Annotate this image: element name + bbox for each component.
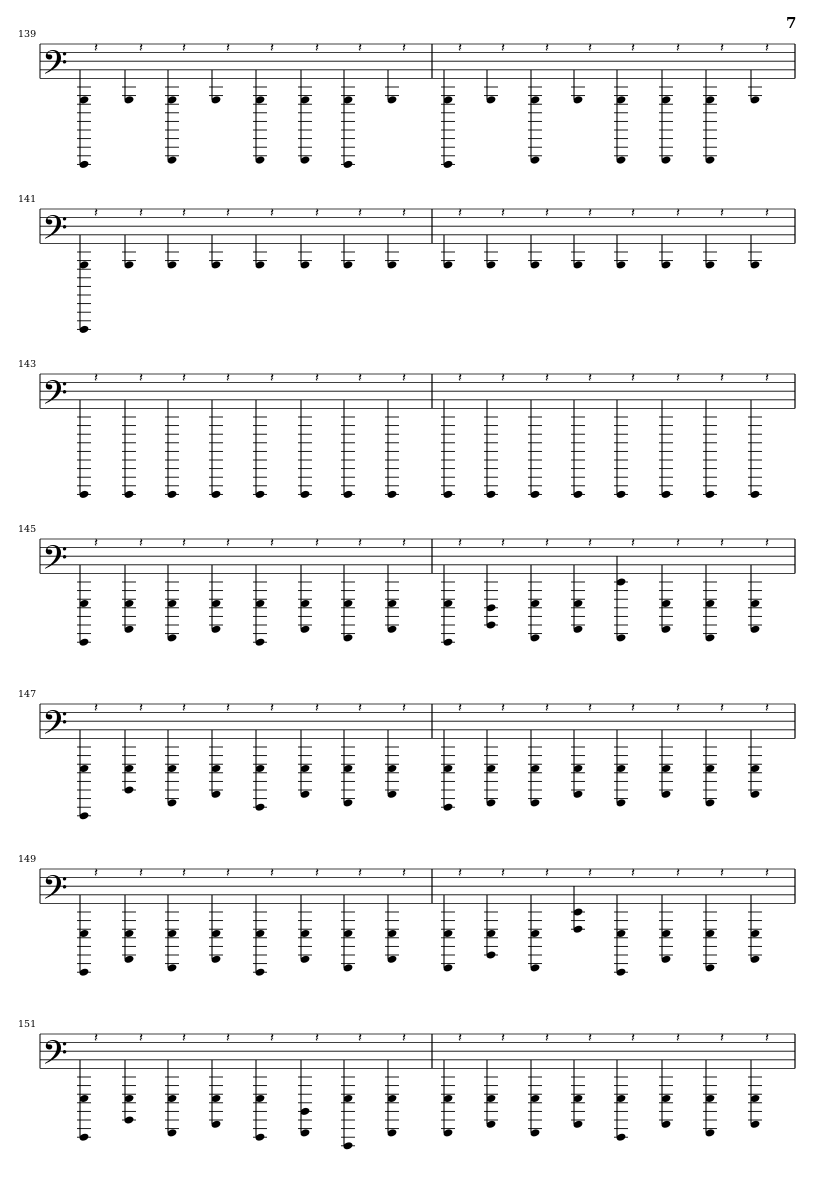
note-chord <box>209 1031 230 1129</box>
note-chord <box>571 371 592 499</box>
note-chord <box>341 1031 362 1150</box>
rest-icon: 𝄽 <box>720 41 724 56</box>
note-chord <box>253 536 274 647</box>
rest-icon: 𝄽 <box>182 1031 186 1046</box>
rest-icon: 𝄽 <box>270 866 274 881</box>
staff-system <box>18 689 795 820</box>
rest-icon: 𝄽 <box>545 536 549 551</box>
measure-number: 139 <box>18 29 37 40</box>
measure-number: 141 <box>18 194 37 205</box>
note-chord <box>703 1031 724 1138</box>
note-chord <box>528 866 549 973</box>
rest-icon: 𝄽 <box>358 866 362 881</box>
note-chord <box>528 701 549 808</box>
note-chord <box>571 536 592 634</box>
note-chord <box>298 371 319 499</box>
rest-icon: 𝄽 <box>720 701 724 716</box>
bass-clef-icon: 𝄢 <box>42 374 68 421</box>
rest-icon: 𝄽 <box>631 1031 635 1046</box>
note-chord <box>122 1031 143 1125</box>
rest-icon: 𝄽 <box>315 701 319 716</box>
note-chord <box>253 1031 274 1142</box>
note-chord <box>659 41 680 165</box>
rest-icon: 𝄽 <box>139 1031 143 1046</box>
page-number: 7 <box>786 14 797 32</box>
rest-icon: 𝄽 <box>402 206 406 221</box>
staff-system <box>18 1019 795 1150</box>
note-chord <box>484 41 505 105</box>
note-chord <box>703 866 724 973</box>
rest-icon: 𝄽 <box>402 701 406 716</box>
rest-icon: 𝄽 <box>270 536 274 551</box>
rest-icon: 𝄽 <box>182 41 186 56</box>
rest-icon: 𝄽 <box>226 206 230 221</box>
note-chord <box>528 536 549 643</box>
note-chord <box>441 1031 462 1138</box>
rest-icon: 𝄽 <box>765 701 769 716</box>
rest-icon: 𝄽 <box>139 536 143 551</box>
rest-icon: 𝄽 <box>315 371 319 386</box>
bass-clef-icon: 𝄢 <box>42 1034 68 1081</box>
rest-icon: 𝄽 <box>458 371 462 386</box>
note-chord <box>528 1031 549 1138</box>
note-chord <box>441 206 462 270</box>
measure-number: 151 <box>18 1019 37 1030</box>
rest-icon: 𝄽 <box>588 536 592 551</box>
note-chord <box>209 536 230 634</box>
note-chord <box>441 41 462 169</box>
rest-icon: 𝄽 <box>458 866 462 881</box>
rest-icon: 𝄽 <box>765 866 769 881</box>
note-chord <box>165 371 186 499</box>
note-chord <box>571 206 592 270</box>
rest-icon: 𝄽 <box>358 41 362 56</box>
note-chord <box>209 206 230 270</box>
rest-icon: 𝄽 <box>458 701 462 716</box>
rest-icon: 𝄽 <box>270 41 274 56</box>
rest-icon: 𝄽 <box>94 536 98 551</box>
rest-icon: 𝄽 <box>765 41 769 56</box>
rest-icon: 𝄽 <box>315 536 319 551</box>
note-chord <box>341 206 362 270</box>
note-chord <box>571 41 592 105</box>
rest-icon: 𝄽 <box>182 866 186 881</box>
rest-icon: 𝄽 <box>501 866 505 881</box>
note-chord <box>571 866 592 934</box>
note-chord <box>614 371 635 499</box>
note-chord <box>122 371 143 499</box>
note-chord <box>209 41 230 105</box>
note-chord <box>571 1031 592 1129</box>
rest-icon: 𝄽 <box>631 41 635 56</box>
rest-icon: 𝄽 <box>94 206 98 221</box>
note-chord <box>659 206 680 270</box>
rest-icon: 𝄽 <box>676 1031 680 1046</box>
rest-icon: 𝄽 <box>588 701 592 716</box>
bass-clef-icon: 𝄢 <box>42 869 68 916</box>
rest-icon: 𝄽 <box>501 536 505 551</box>
rest-icon: 𝄽 <box>402 41 406 56</box>
rest-icon: 𝄽 <box>315 866 319 881</box>
rest-icon: 𝄽 <box>358 536 362 551</box>
rest-icon: 𝄽 <box>631 701 635 716</box>
rest-icon: 𝄽 <box>458 206 462 221</box>
note-chord <box>484 371 505 499</box>
note-chord <box>659 536 680 634</box>
rest-icon: 𝄽 <box>720 371 724 386</box>
rest-icon: 𝄽 <box>226 536 230 551</box>
note-chord <box>441 701 462 812</box>
rest-icon: 𝄽 <box>501 1031 505 1046</box>
note-chord <box>703 41 724 165</box>
note-chord <box>298 536 319 634</box>
note-chord <box>703 701 724 808</box>
bass-clef-icon: 𝄢 <box>42 539 68 586</box>
rest-icon: 𝄽 <box>588 866 592 881</box>
rest-icon: 𝄽 <box>720 866 724 881</box>
measure-number: 149 <box>18 854 37 865</box>
note-chord <box>703 371 724 499</box>
rest-icon: 𝄽 <box>501 371 505 386</box>
rest-icon: 𝄽 <box>545 1031 549 1046</box>
note-chord <box>77 701 98 820</box>
rest-icon: 𝄽 <box>765 1031 769 1046</box>
note-chord <box>209 701 230 799</box>
rest-icon: 𝄽 <box>588 1031 592 1046</box>
rest-icon: 𝄽 <box>182 371 186 386</box>
rest-icon: 𝄽 <box>676 866 680 881</box>
rest-icon: 𝄽 <box>139 206 143 221</box>
rest-icon: 𝄽 <box>458 536 462 551</box>
note-chord <box>748 1031 769 1129</box>
bass-clef-icon: 𝄢 <box>42 704 68 751</box>
note-chord <box>341 866 362 973</box>
rest-icon: 𝄽 <box>182 701 186 716</box>
note-chord <box>209 371 230 499</box>
note-chord <box>209 866 230 964</box>
staff-system <box>18 359 795 499</box>
rest-icon: 𝄽 <box>765 371 769 386</box>
note-chord <box>528 206 549 270</box>
note-chord <box>341 41 362 169</box>
note-chord <box>122 701 143 795</box>
note-chord <box>122 206 143 270</box>
rest-icon: 𝄽 <box>139 41 143 56</box>
rest-icon: 𝄽 <box>676 41 680 56</box>
note-chord <box>441 536 462 647</box>
rest-icon: 𝄽 <box>139 371 143 386</box>
note-chord <box>703 206 724 270</box>
note-chord <box>614 206 635 270</box>
note-chord <box>385 536 406 634</box>
rest-icon: 𝄽 <box>765 536 769 551</box>
note-chord <box>165 866 186 973</box>
note-chord <box>748 536 769 634</box>
rest-icon: 𝄽 <box>270 371 274 386</box>
rest-icon: 𝄽 <box>402 536 406 551</box>
rest-icon: 𝄽 <box>94 866 98 881</box>
note-chord <box>614 701 635 808</box>
rest-icon: 𝄽 <box>676 701 680 716</box>
rest-icon: 𝄽 <box>94 1031 98 1046</box>
staff-system <box>18 854 795 977</box>
rest-icon: 𝄽 <box>458 1031 462 1046</box>
staff-system <box>18 524 795 647</box>
rest-icon: 𝄽 <box>226 41 230 56</box>
note-chord <box>614 41 635 165</box>
note-chord <box>298 206 319 270</box>
note-chord <box>441 866 462 973</box>
note-chord <box>659 701 680 799</box>
note-chord <box>165 701 186 808</box>
note-chord <box>703 536 724 643</box>
rest-icon: 𝄽 <box>631 536 635 551</box>
rest-icon: 𝄽 <box>182 206 186 221</box>
note-chord <box>484 536 505 630</box>
rest-icon: 𝄽 <box>765 206 769 221</box>
note-chord <box>385 1031 406 1138</box>
rest-icon: 𝄽 <box>94 371 98 386</box>
rest-icon: 𝄽 <box>501 206 505 221</box>
note-chord <box>253 206 274 270</box>
rest-icon: 𝄽 <box>226 1031 230 1046</box>
note-chord <box>77 371 98 499</box>
rest-icon: 𝄽 <box>676 371 680 386</box>
note-chord <box>341 371 362 499</box>
note-chord <box>77 536 98 647</box>
note-chord <box>748 701 769 799</box>
staff-system <box>18 29 795 169</box>
rest-icon: 𝄽 <box>182 536 186 551</box>
note-chord <box>528 41 549 165</box>
note-chord <box>165 206 186 270</box>
rest-icon: 𝄽 <box>631 371 635 386</box>
note-chord <box>122 536 143 634</box>
note-chord <box>484 866 505 960</box>
note-chord <box>614 866 635 977</box>
note-chord <box>385 866 406 964</box>
note-chord <box>298 866 319 964</box>
rest-icon: 𝄽 <box>545 701 549 716</box>
note-chord <box>614 1031 635 1142</box>
rest-icon: 𝄽 <box>270 701 274 716</box>
note-chord <box>298 41 319 165</box>
note-chord <box>748 371 769 499</box>
rest-icon: 𝄽 <box>94 41 98 56</box>
rest-icon: 𝄽 <box>545 41 549 56</box>
note-chord <box>253 41 274 165</box>
rest-icon: 𝄽 <box>358 701 362 716</box>
note-chord <box>298 701 319 799</box>
bass-clef-icon: 𝄢 <box>42 44 68 91</box>
rest-icon: 𝄽 <box>631 206 635 221</box>
note-chord <box>484 206 505 270</box>
rest-icon: 𝄽 <box>676 206 680 221</box>
rest-icon: 𝄽 <box>720 536 724 551</box>
rest-icon: 𝄽 <box>631 866 635 881</box>
note-chord <box>253 866 274 977</box>
rest-icon: 𝄽 <box>588 206 592 221</box>
note-chord <box>441 371 462 499</box>
rest-icon: 𝄽 <box>545 866 549 881</box>
note-chord <box>165 1031 186 1138</box>
note-chord <box>659 866 680 964</box>
note-chord <box>614 536 635 643</box>
rest-icon: 𝄽 <box>270 1031 274 1046</box>
measure-number: 147 <box>18 689 37 700</box>
note-chord <box>659 371 680 499</box>
note-chord <box>748 41 769 105</box>
rest-icon: 𝄽 <box>226 371 230 386</box>
note-chord <box>571 701 592 799</box>
rest-icon: 𝄽 <box>402 1031 406 1046</box>
rest-icon: 𝄽 <box>676 536 680 551</box>
rest-icon: 𝄽 <box>720 206 724 221</box>
note-chord <box>385 206 406 270</box>
note-chord <box>165 41 186 165</box>
rest-icon: 𝄽 <box>545 206 549 221</box>
note-chord <box>298 1031 319 1138</box>
rest-icon: 𝄽 <box>139 701 143 716</box>
staff-system <box>18 194 795 334</box>
note-chord <box>748 206 769 270</box>
rest-icon: 𝄽 <box>588 41 592 56</box>
note-chord <box>528 371 549 499</box>
note-chord <box>253 371 274 499</box>
rest-icon: 𝄽 <box>315 41 319 56</box>
rest-icon: 𝄽 <box>588 371 592 386</box>
rest-icon: 𝄽 <box>720 1031 724 1046</box>
note-chord <box>122 41 143 105</box>
rest-icon: 𝄽 <box>226 866 230 881</box>
note-chord <box>165 536 186 643</box>
note-chord <box>122 866 143 964</box>
rest-icon: 𝄽 <box>402 866 406 881</box>
rest-icon: 𝄽 <box>358 371 362 386</box>
rest-icon: 𝄽 <box>402 371 406 386</box>
rest-icon: 𝄽 <box>94 701 98 716</box>
note-chord <box>77 41 98 169</box>
note-chord <box>253 701 274 812</box>
rest-icon: 𝄽 <box>501 701 505 716</box>
note-chord <box>659 1031 680 1129</box>
note-chord <box>77 1031 98 1142</box>
note-chord <box>77 866 98 977</box>
rest-icon: 𝄽 <box>501 41 505 56</box>
rest-icon: 𝄽 <box>458 41 462 56</box>
rest-icon: 𝄽 <box>315 1031 319 1046</box>
measure-number: 145 <box>18 524 37 535</box>
note-chord <box>748 866 769 964</box>
rest-icon: 𝄽 <box>358 1031 362 1046</box>
bass-clef-icon: 𝄢 <box>42 209 68 256</box>
note-chord <box>385 41 406 105</box>
note-chord <box>341 701 362 808</box>
rest-icon: 𝄽 <box>315 206 319 221</box>
note-chord <box>341 536 362 643</box>
measure-number: 143 <box>18 359 37 370</box>
rest-icon: 𝄽 <box>358 206 362 221</box>
note-chord <box>484 701 505 808</box>
rest-icon: 𝄽 <box>545 371 549 386</box>
note-chord <box>484 1031 505 1129</box>
note-chord <box>385 371 406 499</box>
rest-icon: 𝄽 <box>226 701 230 716</box>
rest-icon: 𝄽 <box>139 866 143 881</box>
note-chord <box>385 701 406 799</box>
rest-icon: 𝄽 <box>270 206 274 221</box>
note-chord <box>77 206 98 334</box>
